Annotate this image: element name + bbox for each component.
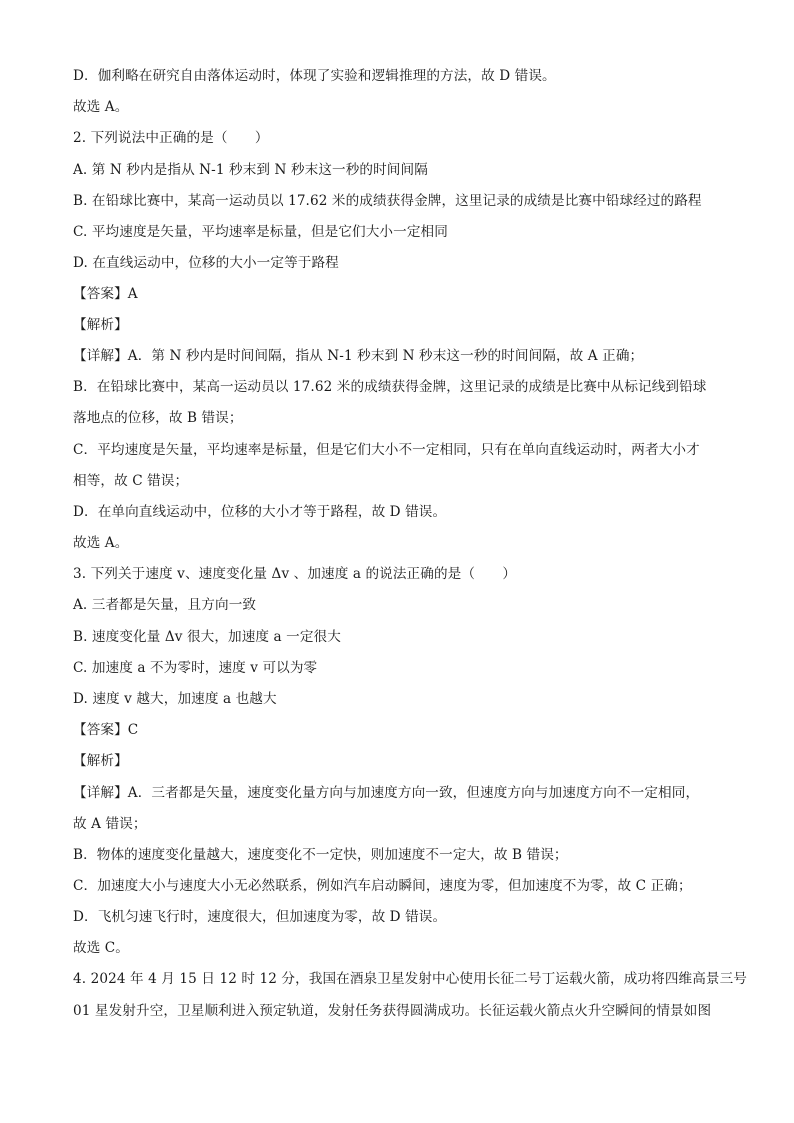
text-line: B．在铅球比赛中，某高一运动员以 17.62 米的成绩获得金牌，这里记录的成绩是比赛中从标记线到铅球 <box>73 379 707 395</box>
question-3-option-c: C. 加速度 a 不为零时，速度 v 可以为零 <box>73 660 318 676</box>
question-3-option-d: D. 速度 v 越大，加速度 a 也越大 <box>73 691 277 707</box>
text-line: D．飞机匀速飞行时，速度很大，但加速度为零，故 D 错误。 <box>73 909 447 925</box>
text-line: C．加速度大小与速度大小无必然联系，例如汽车启动瞬间，速度为零，但加速度不为零，故 C 正确； <box>73 878 692 894</box>
question-2-option-b: B. 在铅球比赛中，某高一运动员以 17.62 米的成绩获得金牌，这里记录的成绩是比赛中铅球经过的路程 <box>73 193 702 209</box>
text-line: 【详解】A．第 N 秒内是时间间隔，指从 N-1 秒末到 N 秒末这一秒的时间间隔，故 A 正确； <box>73 348 644 364</box>
text-line: 相等，故 C 错误； <box>73 473 189 489</box>
text-line: 故选 A。 <box>73 99 129 115</box>
text-line: D．伽利略在研究自由落体运动时，体现了实验和逻辑推理的方法，故 D 错误。 <box>73 68 556 84</box>
question-2-option-c: C. 平均速度是矢量，平均速率是标量，但是它们大小一定相同 <box>73 224 448 240</box>
question-3-option-b: B. 速度变化量 Δv 很大，加速度 a 一定很大 <box>73 629 341 645</box>
question-2-option-a: A. 第 N 秒内是指从 N-1 秒末到 N 秒末这一秒的时间间隔 <box>73 162 428 178</box>
question-4-stem: 4. 2024 年 4 月 15 日 12 时 12 分，我国在酒泉卫星发射中心使用长征二号丁运载火箭，成功将四维高景三号 <box>73 971 747 987</box>
answer-label: 【答案】A <box>73 286 138 302</box>
question-3-option-a: A. 三者都是矢量，且方向一致 <box>73 597 257 613</box>
answer-label: 【答案】C <box>73 722 139 738</box>
question-3-stem: 3. 下列关于速度 v、速度变化量 Δv 、加速度 a 的说法正确的是（ ） <box>73 566 517 582</box>
text-line: C．平均速度是矢量，平均速率是标量，但是它们大小不一定相同，只有在单向直线运动时，两者大小才 <box>73 442 700 458</box>
text-line: 【详解】A．三者都是矢量，速度变化量方向与加速度方向一致，但速度方向与加速度方向不一定相同， <box>73 785 700 801</box>
text-line: D．在单向直线运动中，位移的大小才等于路程，故 D 错误。 <box>73 504 447 520</box>
text-line: 故选 C。 <box>73 940 130 956</box>
text-line: B．物体的速度变化量越大，速度变化不一定快，则加速度不一定大，故 B 错误； <box>73 847 568 863</box>
question-4-stem-continued: 01 星发射升空，卫星顺利进入预定轨道，发射任务获得圆满成功。长征运载火箭点火升空瞬间的情景如图 <box>73 1003 712 1019</box>
analysis-label: 【解析】 <box>73 317 128 333</box>
question-2-stem: 2. 下列说法中正确的是（ ） <box>73 130 269 146</box>
text-line: 故选 A。 <box>73 535 129 551</box>
text-line: 故 A 错误； <box>73 816 147 832</box>
question-2-option-d: D. 在直线运动中，位移的大小一定等于路程 <box>73 255 339 271</box>
text-line: 落地点的位移，故 B 错误； <box>73 410 243 426</box>
analysis-label: 【解析】 <box>73 753 128 769</box>
